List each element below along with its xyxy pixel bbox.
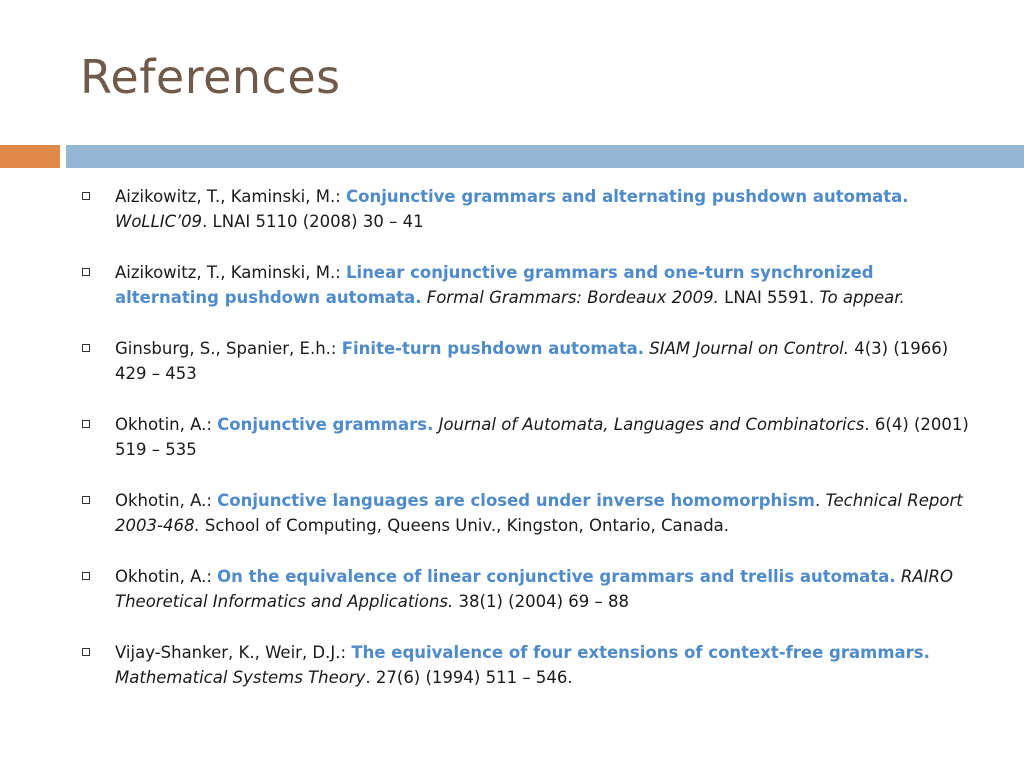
reference-item <box>80 412 980 462</box>
reference-title: Conjunctive grammars. <box>217 415 434 434</box>
square-bullet-icon <box>82 496 90 504</box>
reference-venue: Journal of Automata, Languages and Combinatorics <box>438 415 865 434</box>
reference-authors: Okhotin, A.: <box>115 491 218 510</box>
reference-title: The equivalence of four extensions of context-free grammars. <box>351 643 930 662</box>
slide-title: References <box>80 50 341 104</box>
reference-list <box>80 184 980 716</box>
reference-venue: RAIRO Theoretical Informatics and Applications. <box>115 567 953 611</box>
reference-authors: Vijay-Shanker, K., Weir, D.J.: <box>115 643 352 662</box>
reference-item <box>80 336 980 386</box>
reference-title: On the equivalence of linear conjunctive grammars and trellis automata. <box>217 567 896 586</box>
reference-details: . LNAI 5110 (2008) 30 – 41 <box>202 212 424 231</box>
square-bullet-icon <box>82 344 90 352</box>
reference-item <box>80 184 980 234</box>
square-bullet-icon <box>82 572 90 580</box>
reference-details: . 27(6) (1994) 511 – 546. <box>365 668 573 687</box>
reference-venue: WoLLIC’09 <box>115 212 203 231</box>
reference-status: To appear. <box>819 288 905 307</box>
reference-authors: Okhotin, A.: <box>115 567 218 586</box>
header-bar <box>66 145 1024 168</box>
reference-authors: Aizikowitz, T., Kaminski, M.: <box>115 263 346 282</box>
reference-title: Linear conjunctive grammars and one-turn synchronized alternating pushdown automata. <box>115 263 874 307</box>
accent-bar <box>0 145 60 168</box>
reference-title: Conjunctive languages are closed under inverse homomorphism <box>217 491 815 510</box>
square-bullet-icon <box>82 192 90 200</box>
reference-details: . 6(4) (2001) 519 – 535 <box>115 415 969 459</box>
square-bullet-icon <box>82 420 90 428</box>
reference-venue: SIAM Journal on Control. <box>649 339 849 358</box>
reference-authors: Aizikowitz, T., Kaminski, M.: <box>115 187 346 206</box>
reference-item <box>80 260 980 310</box>
reference-authors: Ginsburg, S., Spanier, E.h.: <box>115 339 342 358</box>
reference-venue: Technical Report 2003-468. <box>115 491 963 535</box>
reference-details: School of Computing, Queens Univ., Kingston, Ontario, Canada. <box>199 516 730 535</box>
reference-item <box>80 488 980 538</box>
square-bullet-icon <box>82 648 90 656</box>
reference-title: Conjunctive grammars and alternating pushdown automata. <box>346 187 909 206</box>
reference-authors: Okhotin, A.: <box>115 415 218 434</box>
reference-title: Finite-turn pushdown automata. <box>341 339 644 358</box>
reference-venue: Formal Grammars: Bordeaux 2009. <box>426 288 719 307</box>
reference-details: 4(3) (1966) 429 – 453 <box>115 339 949 383</box>
reference-details: 38(1) (2004) 69 – 88 <box>453 592 629 611</box>
reference-venue: Mathematical Systems Theory <box>115 668 366 687</box>
reference-item <box>80 564 980 614</box>
reference-details: LNAI 5591. <box>718 288 820 307</box>
reference-item <box>80 640 980 690</box>
square-bullet-icon <box>82 268 90 276</box>
reference-separator: . <box>814 491 826 510</box>
